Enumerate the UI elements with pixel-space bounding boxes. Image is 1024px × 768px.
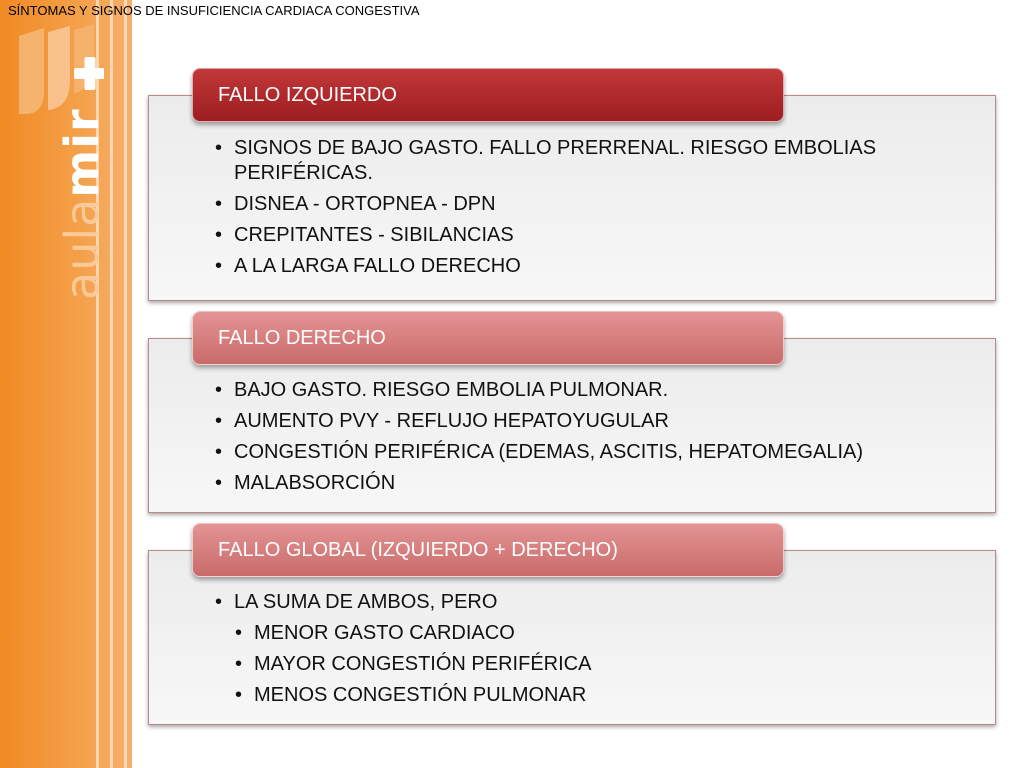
list-subitem: • MENOR GASTO CARDIACO (233, 621, 893, 646)
logo-mir-text: mir (55, 108, 109, 198)
brand-sidebar (0, 0, 132, 768)
list-item: • SIGNOS DE BAJO GASTO. FALLO PRERRENAL. RIESGO EMBOLIAS PERIFÉRICAS. (213, 136, 893, 186)
left-failure-list (213, 136, 893, 285)
aulamir-logo-icon (14, 22, 104, 122)
right-failure-list (213, 378, 893, 502)
list-item: • LA SUMA DE AMBOS, PERO (213, 590, 893, 615)
logo-plus: + (90, 82, 91, 83)
list-item: • CONGESTIÓN PERIFÉRICA (EDEMAS, ASCITIS, HEPATOMEGALIA) (213, 440, 893, 465)
list-item: • DISNEA - ORTOPNEA - DPN (213, 192, 893, 217)
list-subitem: • MAYOR CONGESTIÓN PERIFÉRICA (233, 652, 893, 677)
global-failure-header: FALLO GLOBAL (IZQUIERDO + DERECHO) (192, 523, 784, 577)
list-item: • AUMENTO PVY - REFLUJO HEPATOYUGULAR (213, 409, 893, 434)
list-item: • CREPITANTES - SIBILANCIAS (213, 223, 893, 248)
sidebar-stripe (124, 0, 127, 768)
list-subitem: • MENOS CONGESTIÓN PULMONAR (233, 683, 893, 708)
list-item: • BAJO GASTO. RIESGO EMBOLIA PULMONAR. (213, 378, 893, 403)
logo-aula-text: aula (55, 197, 109, 300)
list-item: • MALABSORCIÓN (213, 471, 893, 496)
right-failure-header: FALLO DERECHO (192, 311, 784, 365)
sidebar-stripe (110, 0, 113, 768)
global-failure-list (213, 590, 893, 714)
aulamir-wordmark (55, 108, 109, 300)
left-failure-header: FALLO IZQUIERDO (192, 68, 784, 122)
list-item: • A LA LARGA FALLO DERECHO (213, 254, 893, 279)
slide-title: SÍNTOMAS Y SIGNOS DE INSUFICIENCIA CARDIACA CONGESTIVA (8, 3, 420, 18)
